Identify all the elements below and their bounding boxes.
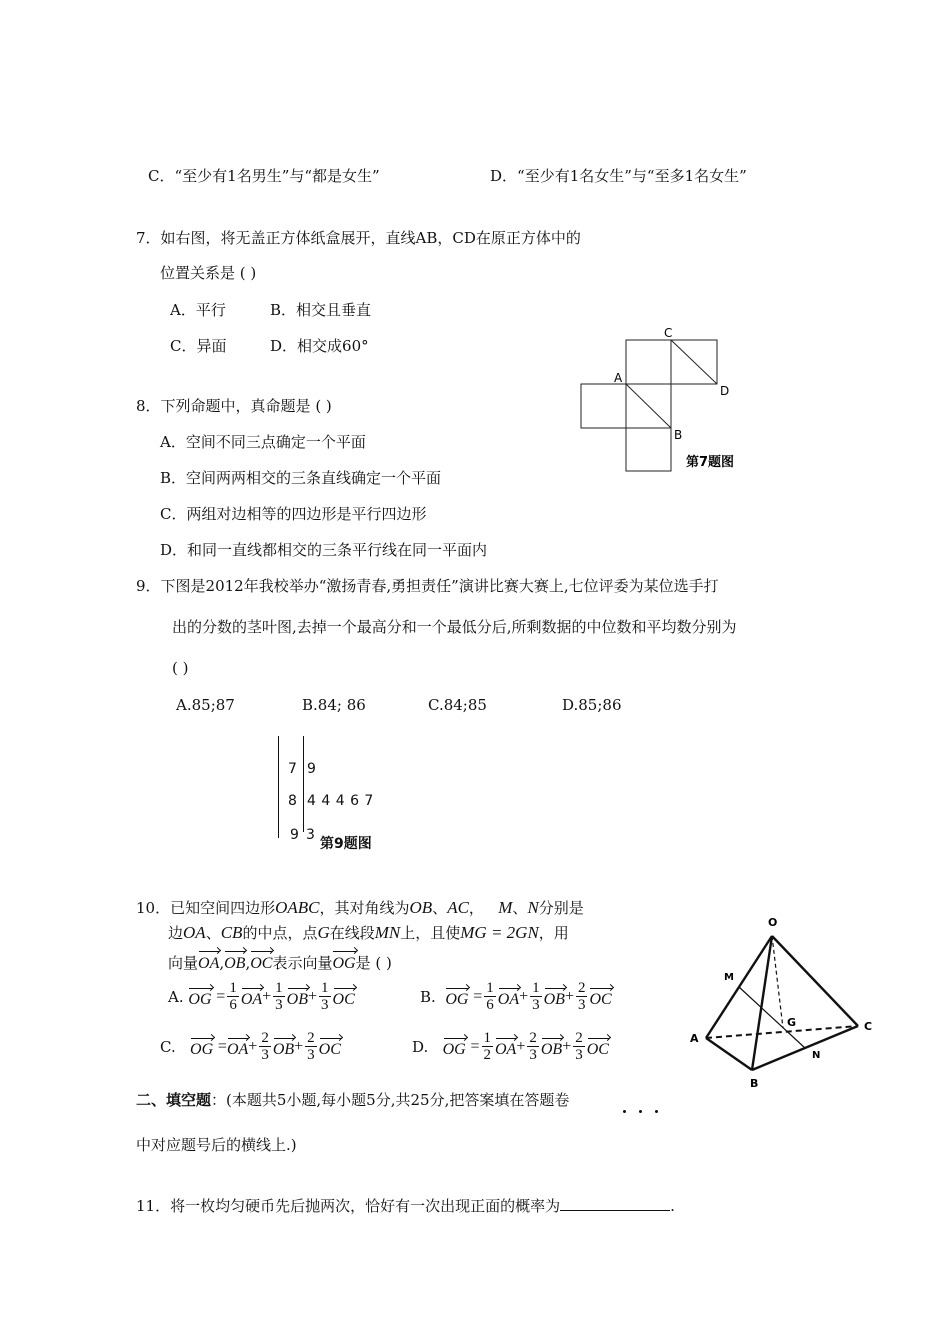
plus-sign: + [562,1037,572,1055]
q8-option-a: A．空间不同三点确定一个平面 [160,433,366,451]
q9-stem-line2: 出的分数的茎叶图,去掉一个最高分和一个最低分后,所剩数据的中位数和平均数分别为 [172,618,737,636]
q9-stem-line1: 9．下图是2012年我校举办“激扬青春,勇担责任”演讲比赛大赛上,七位评委为某位选手打 [136,577,719,595]
q10-text: 的中点，点 [242,924,318,942]
fraction [319,980,331,1013]
q10-text: 、 [432,899,448,917]
fraction [576,980,588,1013]
numerator: 1 [483,1030,491,1046]
q10-text: ，用 [538,924,569,942]
q10-stem-line1 [136,898,584,918]
fraction [273,980,285,1013]
vec-oc: OC [319,1035,341,1059]
q10-text: 、 [512,899,528,917]
plus-sign: + [516,1037,526,1055]
net-square-bottom [626,428,671,471]
vec-ob: OB [273,1035,294,1059]
vec-og: OG [443,1035,466,1059]
q10-text: 边 [168,924,184,942]
plus-sign: + [308,987,318,1005]
vec-ob: OB [541,1035,562,1059]
vec-ob: OB [287,985,308,1009]
fraction [305,1030,317,1063]
q11-stem [136,1196,675,1216]
denominator: 3 [577,997,586,1013]
q10-oa: OA [183,923,206,942]
fraction [484,980,496,1013]
emphasis-dot [623,1110,626,1113]
q10-stem-line3 [168,948,392,974]
q9-figure-caption: 第9题图 [320,836,372,852]
q6-option-d: D．“至少有1名女生”与“至多1名女生” [490,167,747,185]
vec-og: OG [190,1035,213,1059]
net-label-b: B [674,428,683,442]
denominator: 2 [483,1047,491,1063]
q10-text: , [219,954,225,972]
leaves-8: 4 4 4 6 7 [307,793,374,809]
q10-text: 表示向量 [272,954,333,972]
q10-stem-line2 [168,923,569,943]
q7-cube-net-figure [560,320,770,480]
q9-stem-line3: ( ) [172,659,189,677]
stem-8: 8 [288,793,297,809]
q10-option-d [412,1030,609,1063]
section2-emphasis: 答题卷 [524,1091,570,1109]
q10-mn: MN [374,923,401,942]
vec-oa: OA [227,1035,248,1059]
denominator: 3 [275,997,283,1013]
q10-text: 、 [205,924,221,942]
tetra-label-b: B [750,1077,759,1090]
q8-option-c: C．两组对边相等的四边形是平行四边形 [160,505,427,523]
tetra-label-o: O [768,916,778,929]
numerator: 1 [532,980,540,996]
edge-oc [772,936,858,1026]
vec-oc: OC [589,985,611,1009]
q10-g: G [317,923,330,942]
vec-ob: OB [224,948,245,974]
vec-og: OG [188,985,211,1009]
q10-cb: CB [220,923,243,942]
q10-option-c [160,1030,341,1063]
plus-sign: + [564,987,574,1005]
denominator: 3 [261,1047,269,1063]
q10-quad: OABC [275,898,320,917]
edge-ob [752,936,772,1070]
section2-heading-line2: 中对应题号后的横线上.) [136,1136,297,1154]
option-label: D. [412,1037,429,1056]
stem-leaf-left-border [278,736,279,838]
vec-og: OG [332,948,355,974]
numerator: 2 [529,1030,537,1046]
fraction [227,980,239,1013]
q11-end: . [670,1197,675,1215]
equals-sign: = [470,1037,480,1055]
equals-sign: = [217,1037,227,1055]
fraction [530,980,542,1013]
q7-stem-line1: 7．如右图，将无盖正方体纸盒展开，直线AB，CD在原正方体中的 [136,229,581,247]
q10-tetrahedron-figure [680,910,890,1100]
q10-m: M [498,898,513,917]
option-label: A. [168,987,184,1006]
equals-sign: = [473,987,483,1005]
net-label-d: D [720,384,730,398]
plus-sign: + [519,987,529,1005]
tetra-label-g: G [787,1016,797,1029]
numerator: 2 [575,1030,583,1046]
emphasis-dot [655,1110,658,1113]
q7-option-c: C．异面 [170,337,227,355]
fraction [527,1030,539,1063]
fraction [573,1030,585,1063]
vec-oc: OC [333,985,355,1009]
line-ab [626,384,671,428]
numerator: 2 [261,1030,269,1046]
net-label-c: C [664,326,673,340]
vec-oc: OC [250,948,272,974]
q10-text: 上，且使 [400,924,461,942]
stem-9: 9 [290,827,299,843]
numerator: 1 [321,980,329,996]
vec-oa: OA [498,985,519,1009]
q10-text: ， [468,899,484,917]
q10-option-a [168,980,355,1013]
q9-option-b: B.84; 86 [302,696,366,714]
option-label: B. [420,987,436,1006]
denominator: 3 [529,1047,537,1063]
q10-text: 向量 [168,954,199,972]
option-label: C. [160,1037,176,1056]
q8-option-b: B．空间两两相交的三条直线确定一个平面 [160,469,442,487]
vec-og: OG [445,985,468,1009]
denominator: 6 [229,997,237,1013]
denominator: 3 [575,1047,583,1063]
q7-option-a: A．平行 [170,301,226,319]
net-square-mid-left [581,384,626,428]
section2-title: 二、填空题 [136,1091,212,1109]
tetra-label-a: A [690,1032,699,1045]
tetra-label-m: M [724,972,734,983]
q10-ac: AC [447,898,469,917]
leaves-9: 3 [306,827,315,843]
q10-mg-eq: MG = 2GN [460,923,539,942]
section2-heading-line1 [136,1090,569,1110]
plus-sign: + [294,1037,304,1055]
tetra-label-c: C [864,1020,873,1033]
q10-n: N [527,898,539,917]
stem-7: 7 [288,761,297,777]
q10-text: ，其对角线为 [319,899,410,917]
fraction [259,1030,271,1063]
q8-option-d: D．和同一直线都相交的三条平行线在同一平面内 [160,541,488,559]
numerator: 1 [486,980,494,996]
numerator: 2 [307,1030,315,1046]
q9-option-d: D.85;86 [562,696,622,714]
denominator: 6 [486,997,494,1013]
plus-sign: + [262,987,272,1005]
q9-option-c: C.84;85 [428,696,487,714]
numerator: 1 [275,980,283,996]
tetra-label-n: N [812,1050,821,1061]
q10-text: 在线段 [329,924,375,942]
q9-stem-leaf-figure [270,728,420,858]
q10-ob: OB [409,898,433,917]
vec-oc: OC [587,1035,609,1059]
section2-text: ：(本题共5小题,每小题5分,共25分,把答案填在 [211,1091,525,1109]
q6-option-c: C．“至少有1名男生”与“都是女生” [148,167,380,185]
denominator: 3 [532,997,540,1013]
segment-og [772,936,783,1028]
q8-stem: 8．下列命题中，真命题是 ( ) [136,397,332,415]
equals-sign: = [216,987,226,1005]
q10-text: , [245,954,251,972]
net-label-a: A [614,371,623,385]
numerator: 1 [229,980,237,996]
emphasis-dots [619,1110,669,1118]
denominator: 3 [307,1047,315,1063]
vec-oa: OA [241,985,262,1009]
fraction [482,1030,494,1063]
q11-text: 11．将一枚均匀硬币先后抛两次，恰好有一次出现正面的概率为 [136,1197,561,1215]
vec-oa: OA [495,1035,516,1059]
plus-sign: + [248,1037,258,1055]
q7-stem-line2: 位置关系是 ( ) [160,264,257,282]
line-cd [671,340,717,384]
q11-answer-blank[interactable] [560,1196,670,1211]
q10-text: 是 ( ) [355,954,392,972]
vec-ob: OB [544,985,565,1009]
q7-option-b: B．相交且垂直 [270,301,372,319]
q10-text: 10．已知空间四边形 [136,899,276,917]
q7-option-d: D．相交成60° [270,337,369,355]
emphasis-dot [639,1110,642,1113]
edge-ab [706,1038,752,1070]
denominator: 3 [321,997,329,1013]
q9-option-a: A.85;87 [176,696,235,714]
vec-oa: OA [198,948,219,974]
stem-leaf-divider [303,736,304,832]
q7-figure-caption: 第7题图 [686,455,735,470]
net-square-top-left [626,340,671,384]
numerator: 2 [577,980,586,996]
q10-text: 分别是 [538,899,584,917]
leaves-7: 9 [307,761,316,777]
q10-option-b [420,980,612,1013]
